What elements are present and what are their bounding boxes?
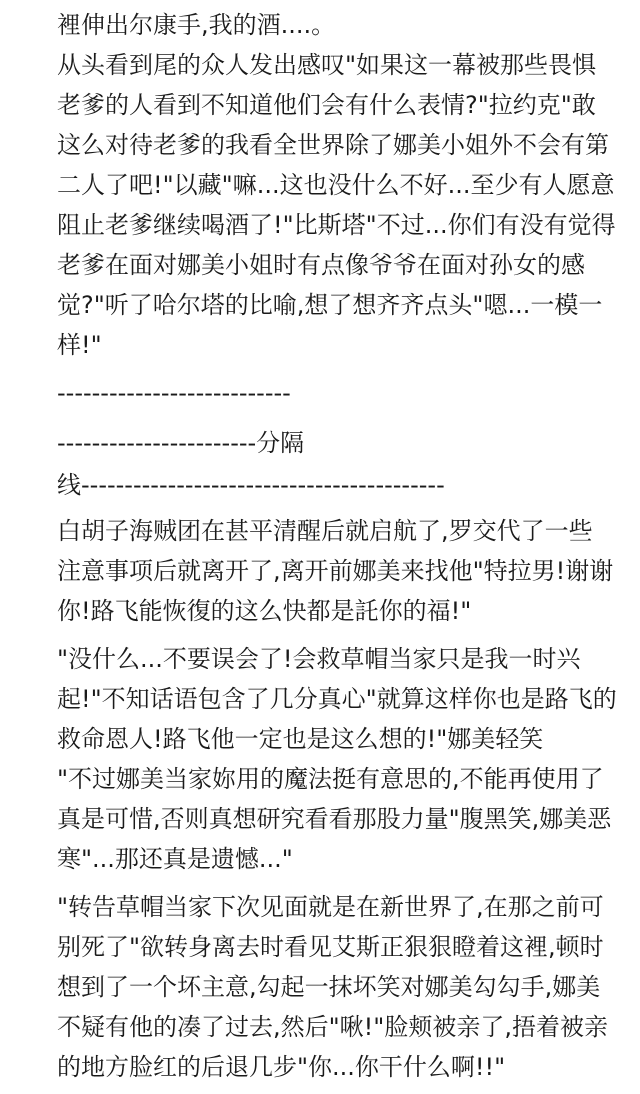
divider-line: -----------------------分隔 bbox=[57, 429, 305, 457]
text-line: 注意事项后就离开了,离开前娜美来找他"特拉男!谢谢 bbox=[57, 557, 614, 585]
text-line: 样!" bbox=[57, 331, 102, 359]
text-line: 寒"...那还真是遗憾..." bbox=[57, 845, 293, 873]
text-line: 二人了吧!"以藏"嘛...这也没什么不好...至少有人愿意 bbox=[57, 171, 615, 199]
text-line: 救命恩人!路飞他一定也是这么想的!"娜美轻笑 bbox=[57, 725, 544, 753]
text-line: 阻止老爹继续喝酒了!"比斯塔"不过...你们有没有觉得 bbox=[57, 211, 616, 239]
text-line: 裡伸出尔康手,我的酒....。 bbox=[57, 11, 336, 39]
text-line: 起!"不知话语包含了几分真心"就算这样你也是路飞的 bbox=[57, 685, 617, 713]
text-line: 老爹在面对娜美小姐时有点像爷爷在面对孙女的感 bbox=[57, 251, 585, 279]
text-line: 老爹的人看到不知道他们会有什么表情?"拉约克"敢 bbox=[57, 91, 596, 119]
divider-line: 线------------------------------------------ bbox=[57, 471, 445, 499]
text-line: 别死了"欲转身离去时看见艾斯正狠狠瞪着这裡,顿时 bbox=[57, 933, 604, 961]
text-line: 的地方脸红的后退几步"你...你干什么啊!!" bbox=[57, 1053, 506, 1081]
text-line: "不过娜美当家妳用的魔法挺有意思的,不能再使用了 bbox=[57, 765, 604, 793]
text-line: 这么对待老爹的我看全世界除了娜美小姐外不会有第 bbox=[57, 131, 609, 159]
text-line: "转告草帽当家下次见面就是在新世界了,在那之前可 bbox=[57, 893, 604, 921]
text-line: 不疑有他的凑了过去,然后"啾!"脸颊被亲了,捂着被亲 bbox=[57, 1013, 608, 1041]
text-line: 真是可惜,否则真想研究看看那股力量"腹黑笑,娜美恶 bbox=[57, 805, 612, 833]
text-line: 想到了一个坏主意,勾起一抹坏笑对娜美勾勾手,娜美 bbox=[57, 973, 601, 1001]
text-line: 白胡子海贼团在甚平清醒后就启航了,罗交代了一些 bbox=[57, 517, 593, 545]
text-line: 从头看到尾的众人发出感叹"如果这一幕被那些畏惧 bbox=[57, 51, 597, 79]
text-line: 觉?"听了哈尔塔的比喻,想了想齐齐点头"嗯...一模一 bbox=[57, 291, 603, 319]
text-line: 你!路飞能恢復的这么快都是託你的福!" bbox=[57, 597, 472, 625]
divider-line: --------------------------- bbox=[57, 379, 291, 407]
text-line: "没什么...不要误会了!会救草帽当家只是我一时兴 bbox=[57, 645, 581, 673]
